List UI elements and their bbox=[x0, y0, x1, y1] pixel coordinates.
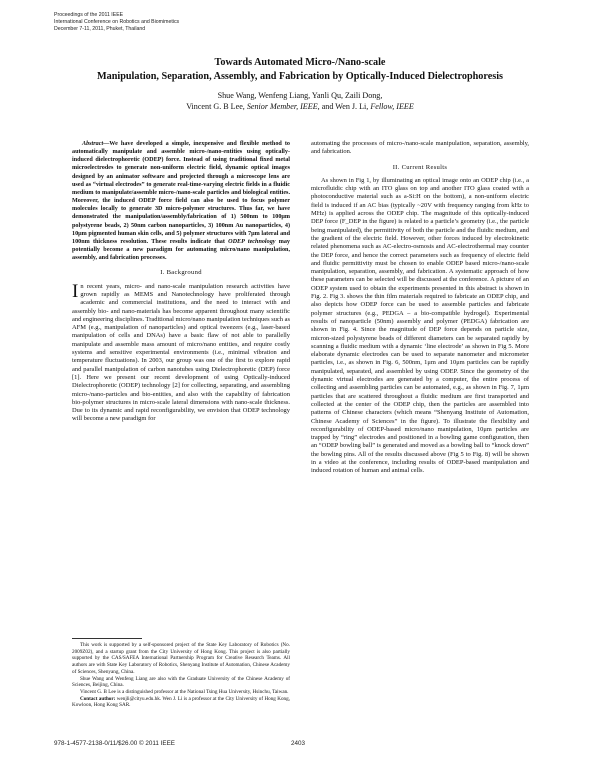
title-line-1: Towards Automated Micro-/Nano-scale bbox=[214, 57, 386, 68]
results-paragraph: As shown in Fig 1, by illuminating an optical image onto an ODEP chip (i.e., a microfluidic chip with an ITO glass on top and another ITO glass coated with a photoconductive material such as a-Si:H on the bottom), a non-uniform electric field is induced if an AC bias (typically ~20V with frequency ranging from kHz to MHz) is applied across the ODEP chip. The magnitude of this optically-induced DEP force (F_DEP in the figure) is related to a particle’s geometry (i.e., the particle being manipulated), the permittivity of both the particle and the fluidic medium, and the gradient of the electric field. However, other forces induced by electrokinetic related phenomena such as AC-electro-osmosis and AC-electrothermal may counter the DEP force, and hence the correct parameters such as frequency of electric field and fluidic permittivity must be chosen to enable ODEP based micro-/nano-scale manipulation, separation, assembly, and fabrication. A systematic approach of how these parameters can be selected will be discussed at the conference. A picture of an ODEP system used to obtain the experiments presented in this abstract is shown in Fig. 2. Fig 3. shows the thin film materials required to fabricate an ODEP chip, and also depicts how ODEP force can be used to assemble particles and fabricate polymer structures (e.g., PEDGA – a bio-compatible hydrogel). Experimental results of nanoparticle (50nm) assembly and polymer (PEDGA) fabrication are shown in Fig. 4. Since the magnitude of DEP force depends on particle size, micron-sized polystyrene beads of different diameters can be separated rapidly by scanning a fluidic medium with a dynamic ‘line electrode’ as shown in Fig 5. More elaborate dynamic electrodes can be used to separate nanometer and micrometer particles, i.e., as shown in Fig. 6, 500nm, 1μm and 10μm particles can be rapidly manipulated, separated, and assembled by using ODEP. Since the geometry of the dynamic virtual electrodes are generated by a computer, the entire process of collecting and assembling particles can be automated, e.g., as shown in Fig. 7, 1μm particles that are scattered throughout a fluidic medium are first transported and collected at the center of the ODEP chip, then the particles are assembled into patterns of Chinese characters (which means “Shenyang Institute of Automation, Chinese Academy of Sciences” in the figure). To illustrate the flexibility and reconfigurability of ODEP-based micro/nano manipulation, 10μm particles are trapped by “ring” electrodes and positioned in a bowling game configuration, then an “ODEP bowling ball” is generated and moved as a bowling ball to “knock down” the bowling pins. All of the results discussed above (Fig 5 to Fig. 8) will be shown in a video at the conference, including results of ODEP-based manipulation and induced rotation of human and animal cells. bbox=[311, 176, 529, 475]
contact-text: wenjli@cityu.edu.hk. Wen J. Li is a professor at the City University of Hong Kong, Kowloon, Hong Kong SAR. bbox=[72, 695, 290, 709]
background-paragraph bbox=[72, 280, 290, 424]
authors-line-1: Shue Wang, Wenfeng Liang, Yanli Qu, Zaili Dong, bbox=[217, 91, 383, 100]
conference-header bbox=[54, 12, 179, 33]
left-column bbox=[72, 140, 290, 424]
continued-text: automating the processes of micro-/nano-scale manipulation, separation, assembly, and fabrication. bbox=[311, 140, 529, 156]
header-line: International Conference on Robotics and Biomimetics bbox=[54, 19, 180, 25]
header-line: December 7-11, 2011, Phuket, Thailand bbox=[54, 26, 146, 32]
abstract bbox=[72, 140, 290, 262]
paper-title bbox=[40, 56, 560, 83]
author-li-role: Fellow, IEEE bbox=[370, 102, 414, 111]
author-lee-role: Senior Member, IEEE, bbox=[246, 102, 320, 111]
drop-cap: I bbox=[72, 280, 79, 302]
abstract-text: —We have developed a simple, inexpensive and flexible method to automatically manipulate and assemble micro-/nano-entities using optically-induced dielectrophoretic (ODEP) force. Instead of using traditional fixed metal microelectrodes to generate non-uniform electric field, dynamic optical images designed by an animator software and projected through a microscope lens are used as “virtual electrodes” to generate real-time-varying electric fields in a fluidic medium to manipulate/assemble micro-/nano-scale particles and biological entities. Moreover, the induced ODEP force field can also be used to focus polymer molecules locally to generate 3D micro-polymer structures. Thus far, we have demonstrated the manipulation/assembly/fabrication of 1) 500nm to 100μm polystyrene beads, 2) 50nm carbon nanoparticles, 3) 100nm Au nanoparticles, 4) 10μm pigmented human skin cells, and 5) polymer structures with 7μm lateral and 100nm thickness resolution. These results indicate that bbox=[72, 141, 290, 245]
contact-label: Contact author: bbox=[80, 695, 116, 702]
section-heading-background: I. Background bbox=[160, 269, 202, 277]
background-text: n recent years, micro- and nano-scale manipulation research activities have grown rapidly as MEMS and Nanotechnology have proliferated through academic and commercial institutions, and the need to interact with and assembly bio- and nano-materials has become apparent throughout many scientific and engineering disciplines. Traditional micro/nano manipulation techniques such as AFM (e.g., manipulation of nanoparticles) and optical tweezers (e.g., laser-based manipulation of cells and DNAs) have a basic flaw of not able to parallelly manipulate and assemble mass amount of micro/nano entities, and require costly systems and sensitive experimental environments (i.e., minimal vibration and temperature fluctuations). In 2003, our group was one of the first to explore rapid and parallel manipulation of carbon nanotubes using Dielectrophoretic (DEP) force [1]. Here we present our recent development of using Optically-induced Dielectrophoretic (ODEP) technology [2] for collecting, separating, and assembling micro-/nano-particles and bio-entities, and also with the capability of fabrication bio-polymer structures in micro-scale lateral dimensions with nano-scale thickness. Due to its dynamic and rapid reconfigurability, we envision that ODEP technology will become a new paradigm for bbox=[72, 282, 290, 423]
author-li: and Wen J. Li, bbox=[319, 102, 371, 111]
title-line-2: Manipulation, Separation, Assembly, and Fabrication by Optically-Induced Dielectrophoresis bbox=[96, 70, 504, 82]
abstract-text-end: may potentially become a new paradigm for automating micro/nano manipulation, assembly, and fabrication processes. bbox=[72, 238, 290, 262]
footnote-contact bbox=[72, 696, 290, 709]
author-lee: Vincent G. B Lee, bbox=[186, 102, 247, 111]
authors-line-2 bbox=[40, 101, 560, 112]
right-column bbox=[311, 140, 529, 476]
isbn-copyright: 978-1-4577-2138-0/11/$26.00 © 2011 IEEE bbox=[54, 740, 175, 747]
abstract-odep-term: ODEP technology bbox=[228, 238, 276, 245]
section-heading-current-results: II. Current Results bbox=[392, 163, 448, 171]
header-line: Proceedings of the 2011 IEEE bbox=[54, 12, 124, 18]
footnote-affiliation: Shue Wang and Wenfeng Liang are also with the Graduate University of the Chinese Academy of Sciences, Beijing, China. bbox=[72, 675, 290, 689]
author-list bbox=[40, 90, 560, 112]
footnotes bbox=[72, 638, 290, 709]
footnote-rule bbox=[72, 638, 142, 639]
abstract-label: Abstract bbox=[82, 141, 104, 147]
footnote-lee: Vincent G. B Lee is a distinguished professor at the National Tsing Hua University, Hsinchu, Taiwan. bbox=[80, 688, 289, 695]
page-number: 2403 bbox=[291, 740, 306, 747]
footnote-funding: This work is supported by a self-sponsored project of the State Key Laboratory of Robotics (No. 2009Z02), and a startup grant from the City University of Hong Kong. This project is also partially supported by the CAS/SAFEA International Partnership Program for Creative Research Teams. All authors are with State Key Laboratory of Robotics, Shenyang Institute of Automation, Chinese Academy of Sciences, Shenyang, China. bbox=[72, 642, 290, 675]
